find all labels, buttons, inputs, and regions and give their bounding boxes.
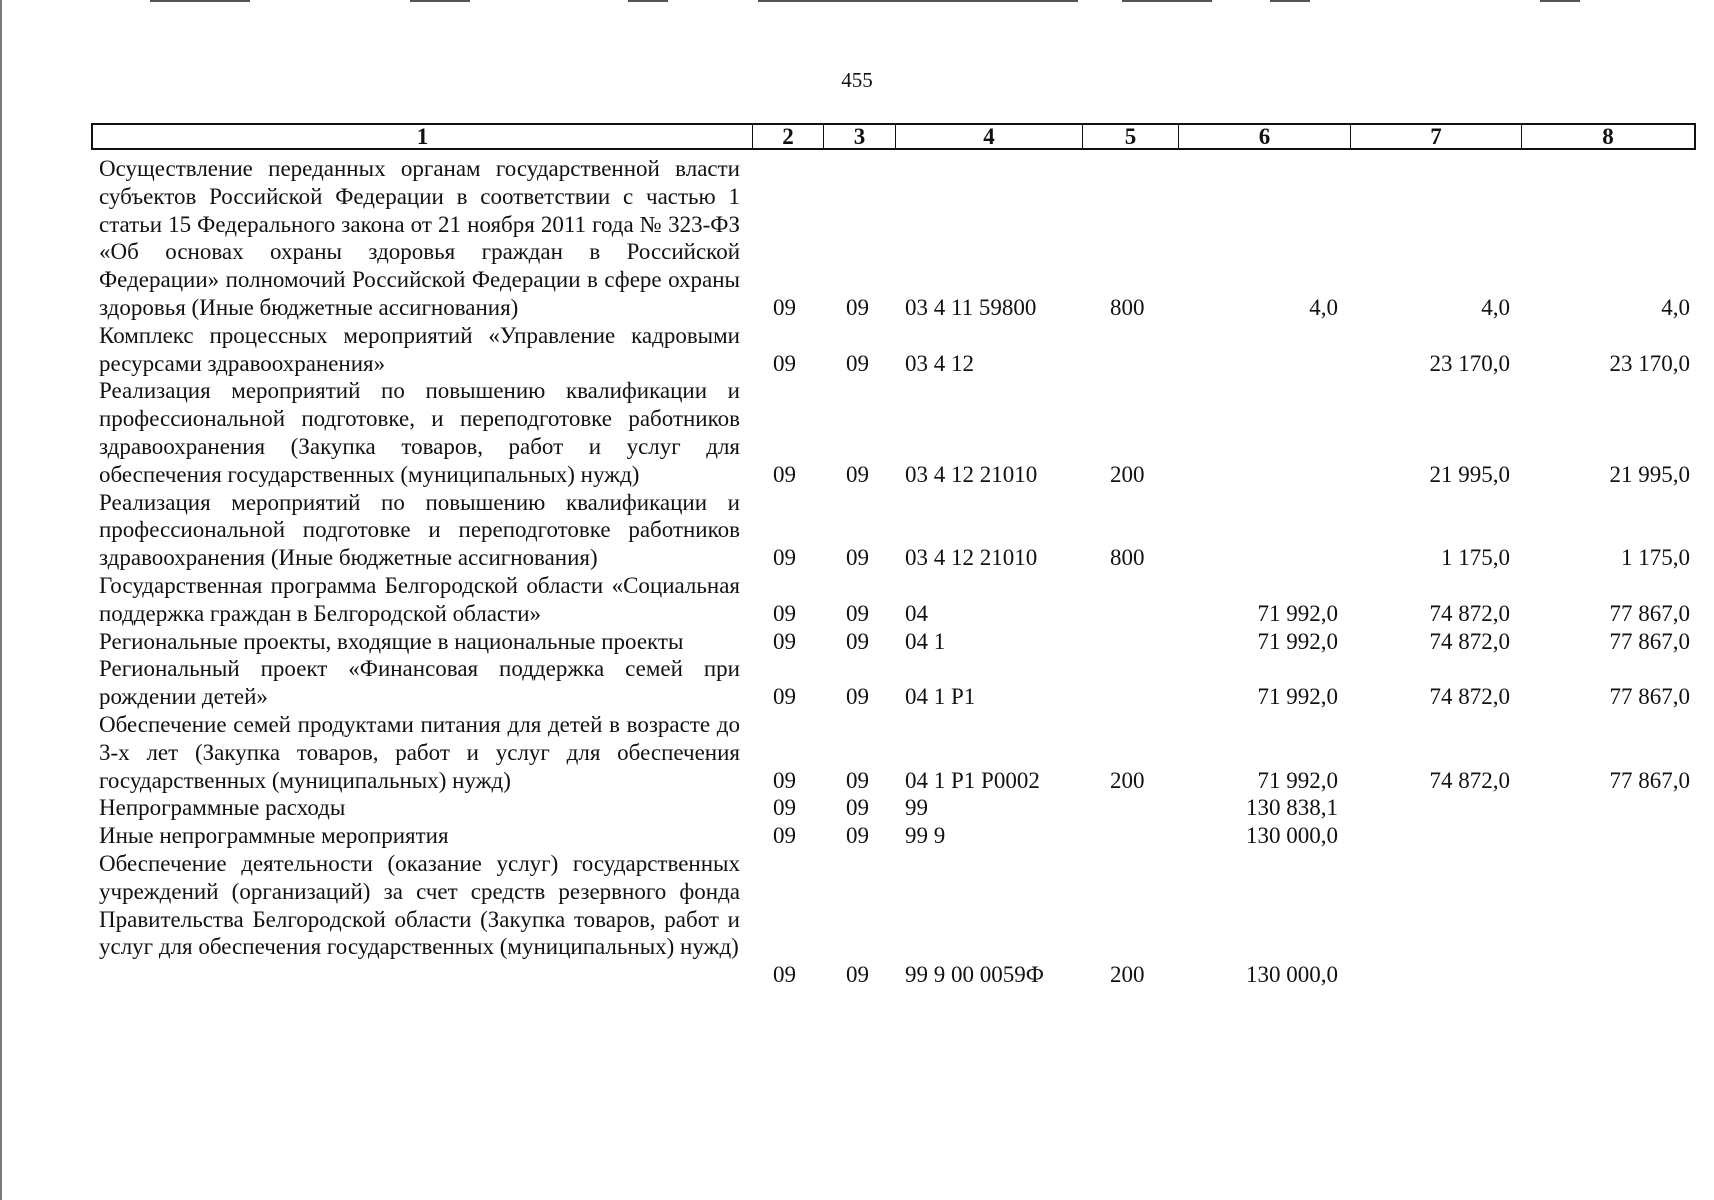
table-row [0, 628, 1714, 656]
table-row [0, 711, 1714, 794]
page-number: 455 [841, 68, 873, 92]
row-section: 09 [773, 767, 796, 793]
row-subsection: 09 [846, 461, 869, 487]
row-section: 09 [773, 628, 796, 654]
row-section: 09 [773, 350, 796, 376]
table-row [0, 489, 1714, 572]
row-amount-col6: 130 000,0 [1246, 823, 1338, 849]
row-section: 09 [773, 600, 796, 626]
row-expense-type: 200 [1110, 461, 1145, 487]
row-expense-type: 200 [1110, 767, 1145, 793]
row-section: 09 [773, 545, 796, 571]
row-amount-col8: 77 867,0 [1609, 684, 1690, 710]
table-body [0, 155, 1714, 989]
row-subsection: 09 [846, 545, 869, 571]
header-col-8: 8 [1602, 124, 1614, 149]
row-description: Осуществление переданных органам государственной власти субъектов Российской Федерации в соответствии с частью 1 статьи 15 Федерального закона от 21 ноября 2011 года № 323-ФЗ «Об основах охраны здоровья граждан в Российской Федерации» полномочий Российской Федерации в сфере охраны здоровья (Иные бюджетные ассигнования) [99, 156, 740, 320]
row-section: 09 [773, 295, 796, 320]
row-expense-type: 800 [1110, 295, 1145, 320]
row-amount-col7: 74 872,0 [1429, 767, 1510, 793]
scan-mark [1122, 0, 1212, 2]
row-amount-col7: 1 175,0 [1441, 545, 1510, 571]
row-section: 09 [773, 795, 796, 821]
row-target-code: 99 [905, 795, 928, 821]
header-col-1: 1 [93, 125, 753, 148]
row-target-code: 99 9 [905, 823, 946, 849]
row-amount-col7: 4,0 [1481, 295, 1510, 320]
row-description: Комплекс процессных мероприятий «Управление кадровыми ресурсами здравоохранения» [99, 322, 740, 376]
header-col-6: 6 [1179, 125, 1351, 148]
table-row [0, 155, 1714, 322]
row-amount-col6: 71 992,0 [1257, 628, 1338, 654]
row-description: Государственная программа Белгородской области «Социальная поддержка граждан в Белгородской области» [99, 572, 740, 626]
row-amount-col7: 74 872,0 [1429, 684, 1510, 710]
row-section: 09 [773, 461, 796, 487]
row-amount-col7: 23 170,0 [1429, 350, 1510, 376]
row-amount-col6: 130 838,1 [1246, 795, 1338, 821]
row-amount-col7: 74 872,0 [1429, 628, 1510, 654]
row-amount-col6: 71 992,0 [1257, 767, 1338, 793]
row-subsection: 09 [846, 295, 869, 320]
header-col-5: 5 [1083, 125, 1179, 148]
row-subsection: 09 [846, 767, 869, 793]
row-subsection: 09 [846, 628, 869, 654]
row-subsection: 09 [846, 684, 869, 710]
row-expense-type: 200 [1110, 962, 1145, 988]
row-description: Региональный проект «Финансовая поддержка семей при рождении детей» [99, 656, 740, 710]
table-row [0, 822, 1714, 850]
row-amount-col6: 4,0 [1309, 295, 1338, 320]
row-amount-col8: 4,0 [1661, 295, 1690, 320]
row-section: 09 [773, 823, 796, 849]
row-target-code: 04 [905, 600, 928, 626]
row-section: 09 [773, 684, 796, 710]
table-row [0, 794, 1714, 822]
row-description: Реализация мероприятий по повышению квалификации и профессиональной подготовке и переподготовке работников здравоохранения (Иные бюджетные ассигнования) [99, 489, 740, 571]
row-amount-col7: 21 995,0 [1429, 461, 1510, 487]
row-amount-col6: 71 992,0 [1257, 600, 1338, 626]
table-row [0, 322, 1714, 378]
table-row [0, 377, 1714, 488]
table-row [0, 850, 1714, 989]
row-amount-col8: 23 170,0 [1609, 350, 1690, 376]
row-description: Непрограммные расходы [99, 795, 346, 821]
table-row [0, 572, 1714, 628]
row-description: Региональные проекты, входящие в национальные проекты [99, 628, 684, 654]
row-target-code: 04 1 P1 P0002 [905, 767, 1040, 793]
row-subsection: 09 [846, 823, 869, 849]
row-target-code: 03 4 12 21010 [905, 545, 1038, 571]
scan-mark [410, 0, 470, 2]
scan-mark [628, 0, 668, 2]
row-description: Иные непрограммные мероприятия [99, 823, 449, 849]
row-section: 09 [773, 962, 796, 988]
row-subsection: 09 [846, 600, 869, 626]
row-subsection: 09 [846, 350, 869, 376]
scan-mark [1270, 0, 1310, 2]
row-subsection: 09 [846, 962, 869, 988]
row-subsection: 09 [846, 795, 869, 821]
row-target-code: 03 4 12 [905, 350, 974, 376]
row-amount-col8: 77 867,0 [1609, 600, 1690, 626]
row-amount-col7: 74 872,0 [1429, 600, 1510, 626]
row-description: Реализация мероприятий по повышению квалификации и профессиональной подготовке, и переподготовке работников здравоохранения (Закупка товаров, работ и услуг для обеспечения государственных (муниципальных) нужд) [99, 378, 740, 487]
row-target-code: 04 1 [905, 628, 946, 654]
row-target-code: 03 4 11 59800 [905, 295, 1037, 320]
scan-mark [1540, 0, 1580, 2]
header-col-7: 7 [1351, 125, 1522, 148]
row-amount-col8: 21 995,0 [1609, 461, 1690, 487]
row-amount-col8: 77 867,0 [1609, 628, 1690, 654]
row-description: Обеспечение семей продуктами питания для детей в возрасте до 3-х лет (Закупка товаров, работ и услуг для обеспечения государственных (муниципальных) нужд) [99, 711, 740, 793]
scan-mark [150, 0, 250, 2]
row-expense-type: 800 [1110, 545, 1145, 571]
scan-mark [758, 0, 1078, 2]
row-amount-col8: 77 867,0 [1609, 767, 1690, 793]
row-amount-col6: 130 000,0 [1246, 962, 1338, 988]
table-row [0, 655, 1714, 711]
row-target-code: 03 4 12 21010 [905, 461, 1038, 487]
row-description: Обеспечение деятельности (оказание услуг) государственных учреждений (организаций) за счет средств резервного фонда Правительства Белгородской области (Закупка товаров, работ и услуг для обеспечения государственных (муниципальных) нужд) [99, 850, 740, 960]
row-target-code: 99 9 00 0059Ф [905, 962, 1044, 988]
row-amount-col6: 71 992,0 [1257, 684, 1338, 710]
header-col-2: 2 [753, 125, 824, 148]
row-target-code: 04 1 P1 [905, 684, 976, 710]
row-amount-col8: 1 175,0 [1621, 545, 1690, 571]
header-col-4: 4 [896, 125, 1083, 148]
table-header [91, 123, 1696, 150]
header-col-3: 3 [824, 125, 896, 148]
